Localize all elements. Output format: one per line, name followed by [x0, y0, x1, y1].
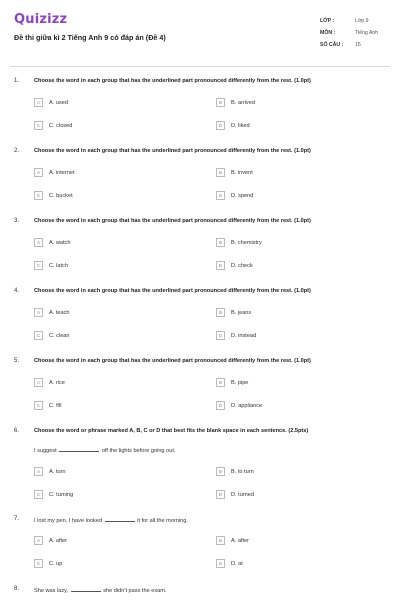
- option-text: D. liked: [231, 122, 250, 129]
- question-text: Choose the word in each group that has the underlined part pronounced differently from the rest. (1.0pt): [34, 218, 311, 224]
- option-c[interactable]: [34, 490, 73, 499]
- option-letter: A: [34, 467, 43, 476]
- option-c[interactable]: [34, 191, 73, 200]
- option-a[interactable]: [34, 308, 70, 317]
- meta-value: Tiếng Anh: [355, 30, 379, 36]
- header-divider: [10, 66, 390, 67]
- option-text: D. check: [231, 262, 253, 269]
- quizizz-logo[interactable]: Quizizz: [14, 12, 68, 27]
- option-a[interactable]: [34, 378, 65, 387]
- option-letter: C: [34, 559, 43, 568]
- option-text: A. after: [49, 537, 68, 544]
- option-d[interactable]: [216, 401, 262, 410]
- option-d[interactable]: [216, 261, 253, 270]
- option-a[interactable]: [34, 467, 65, 476]
- option-letter: C: [34, 331, 43, 340]
- option-text: A. turn: [49, 468, 66, 475]
- option-letter: B: [216, 238, 225, 247]
- option-text: C. fill: [49, 402, 62, 409]
- option-text: D. spend: [231, 192, 254, 199]
- question-sentence: [34, 516, 188, 524]
- meta-value: Lớp 9: [355, 18, 369, 24]
- option-b[interactable]: [216, 536, 249, 545]
- option-text: C. closed: [49, 122, 73, 129]
- meta-info: [320, 15, 390, 51]
- question-text: Choose the word in each group that has the underlined part pronounced differently from the rest. (1.0pt): [34, 288, 311, 294]
- header: [0, 0, 400, 66]
- option-letter: D: [216, 261, 225, 270]
- option-letter: C: [34, 401, 43, 410]
- option-d[interactable]: [216, 490, 254, 499]
- option-text: B. invent: [231, 169, 253, 176]
- option-d[interactable]: [216, 559, 243, 568]
- question-text: Choose the word in each group that has the underlined part pronounced differently from the rest. (1.0pt): [34, 358, 311, 364]
- question-text: Choose the word in each group that has the underlined part pronounced differently from the rest. (1.0pt): [34, 78, 311, 84]
- option-a[interactable]: [34, 238, 70, 247]
- meta-row-grade: [320, 15, 390, 27]
- question-number: 3.: [14, 218, 20, 224]
- meta-key: SỐ CÂU :: [320, 42, 344, 48]
- sentence-after: it for all the morning.: [137, 518, 188, 524]
- question-sentence: [34, 446, 175, 454]
- option-text: B. pipe: [231, 379, 249, 386]
- option-text: B. arrived: [231, 99, 255, 106]
- option-text: A. internet: [49, 169, 75, 176]
- option-c[interactable]: [34, 559, 62, 568]
- sentence-after: off the lights before going out.: [101, 448, 176, 454]
- option-a[interactable]: [34, 98, 68, 107]
- meta-key: MÔN :: [320, 30, 336, 36]
- document-title: Đề thi giữa kì 2 Tiếng Anh 9 có đáp án (Đề 4): [14, 33, 166, 42]
- option-letter: D: [216, 191, 225, 200]
- question-number: 1.: [14, 78, 20, 84]
- sentence-before: I suggest: [34, 448, 57, 454]
- option-letter: D: [216, 490, 225, 499]
- option-letter: C: [34, 191, 43, 200]
- option-c[interactable]: [34, 331, 70, 340]
- question-number: 2.: [14, 148, 20, 154]
- question-text: Choose the word or phrase marked A, B, C or D that best fits the blank space in each sentence. (2.5pts): [34, 428, 309, 434]
- answer-blank: [105, 516, 135, 522]
- option-letter: C: [34, 261, 43, 270]
- sentence-before: She was lazy,: [34, 588, 69, 594]
- option-d[interactable]: [216, 331, 256, 340]
- option-b[interactable]: [216, 168, 253, 177]
- option-b[interactable]: [216, 378, 248, 387]
- meta-row-count: [320, 39, 390, 51]
- answer-blank: [59, 446, 99, 452]
- option-letter: D: [216, 559, 225, 568]
- option-a[interactable]: [34, 168, 75, 177]
- option-d[interactable]: [216, 121, 250, 130]
- option-letter: B: [216, 378, 225, 387]
- option-c[interactable]: [34, 401, 61, 410]
- option-letter: D: [216, 121, 225, 130]
- option-text: A. watch: [49, 239, 71, 246]
- option-text: A. after: [231, 537, 250, 544]
- option-b[interactable]: [216, 467, 254, 476]
- option-text: C. bucket: [49, 192, 73, 199]
- option-letter: C: [34, 490, 43, 499]
- option-letter: B: [216, 98, 225, 107]
- option-text: B. to turn: [231, 468, 254, 475]
- option-c[interactable]: [34, 121, 72, 130]
- question-number: 6.: [14, 428, 20, 434]
- option-text: D. at: [231, 560, 243, 567]
- option-text: C. latch: [49, 262, 68, 269]
- option-c[interactable]: [34, 261, 68, 270]
- option-b[interactable]: [216, 238, 262, 247]
- option-text: C. up: [49, 560, 63, 567]
- question-text: Choose the word in each group that has the underlined part pronounced differently from the rest. (1.0pt): [34, 148, 311, 154]
- option-text: B. chemistry: [231, 239, 262, 246]
- question-number: 5.: [14, 358, 20, 364]
- sentence-after: she didn't pass the exam.: [103, 588, 167, 594]
- question-number: 8.: [14, 586, 20, 592]
- option-letter: A: [34, 168, 43, 177]
- option-letter: A: [34, 238, 43, 247]
- option-b[interactable]: [216, 308, 251, 317]
- option-text: A. used: [49, 99, 68, 106]
- meta-key: LỚP :: [320, 18, 335, 24]
- option-text: A. rice: [49, 379, 65, 386]
- option-text: C. turning: [49, 491, 74, 498]
- option-text: D. appliance: [231, 402, 263, 409]
- option-b[interactable]: [216, 98, 255, 107]
- option-text: D. instead: [231, 332, 257, 339]
- option-text: A. teach: [49, 309, 70, 316]
- option-letter: A: [34, 378, 43, 387]
- option-letter: A: [34, 98, 43, 107]
- meta-value: 15: [355, 42, 361, 48]
- option-letter: C: [34, 121, 43, 130]
- option-letter: D: [216, 401, 225, 410]
- option-letter: A: [34, 308, 43, 317]
- question-number: 4.: [14, 288, 20, 294]
- option-text: D. turned: [231, 491, 255, 498]
- option-letter: B: [216, 168, 225, 177]
- question-sentence: [34, 586, 167, 594]
- answer-blank: [71, 586, 101, 592]
- option-a[interactable]: [34, 536, 67, 545]
- option-letter: D: [216, 331, 225, 340]
- option-letter: B: [216, 536, 225, 545]
- option-text: C. clean: [49, 332, 70, 339]
- option-letter: A: [34, 536, 43, 545]
- sentence-before: I lost my pen. I have looked: [34, 518, 103, 524]
- meta-row-subject: [320, 27, 390, 39]
- question-number: 7.: [14, 516, 20, 522]
- option-letter: B: [216, 308, 225, 317]
- option-d[interactable]: [216, 191, 253, 200]
- option-letter: B: [216, 467, 225, 476]
- option-text: B. jeans: [231, 309, 252, 316]
